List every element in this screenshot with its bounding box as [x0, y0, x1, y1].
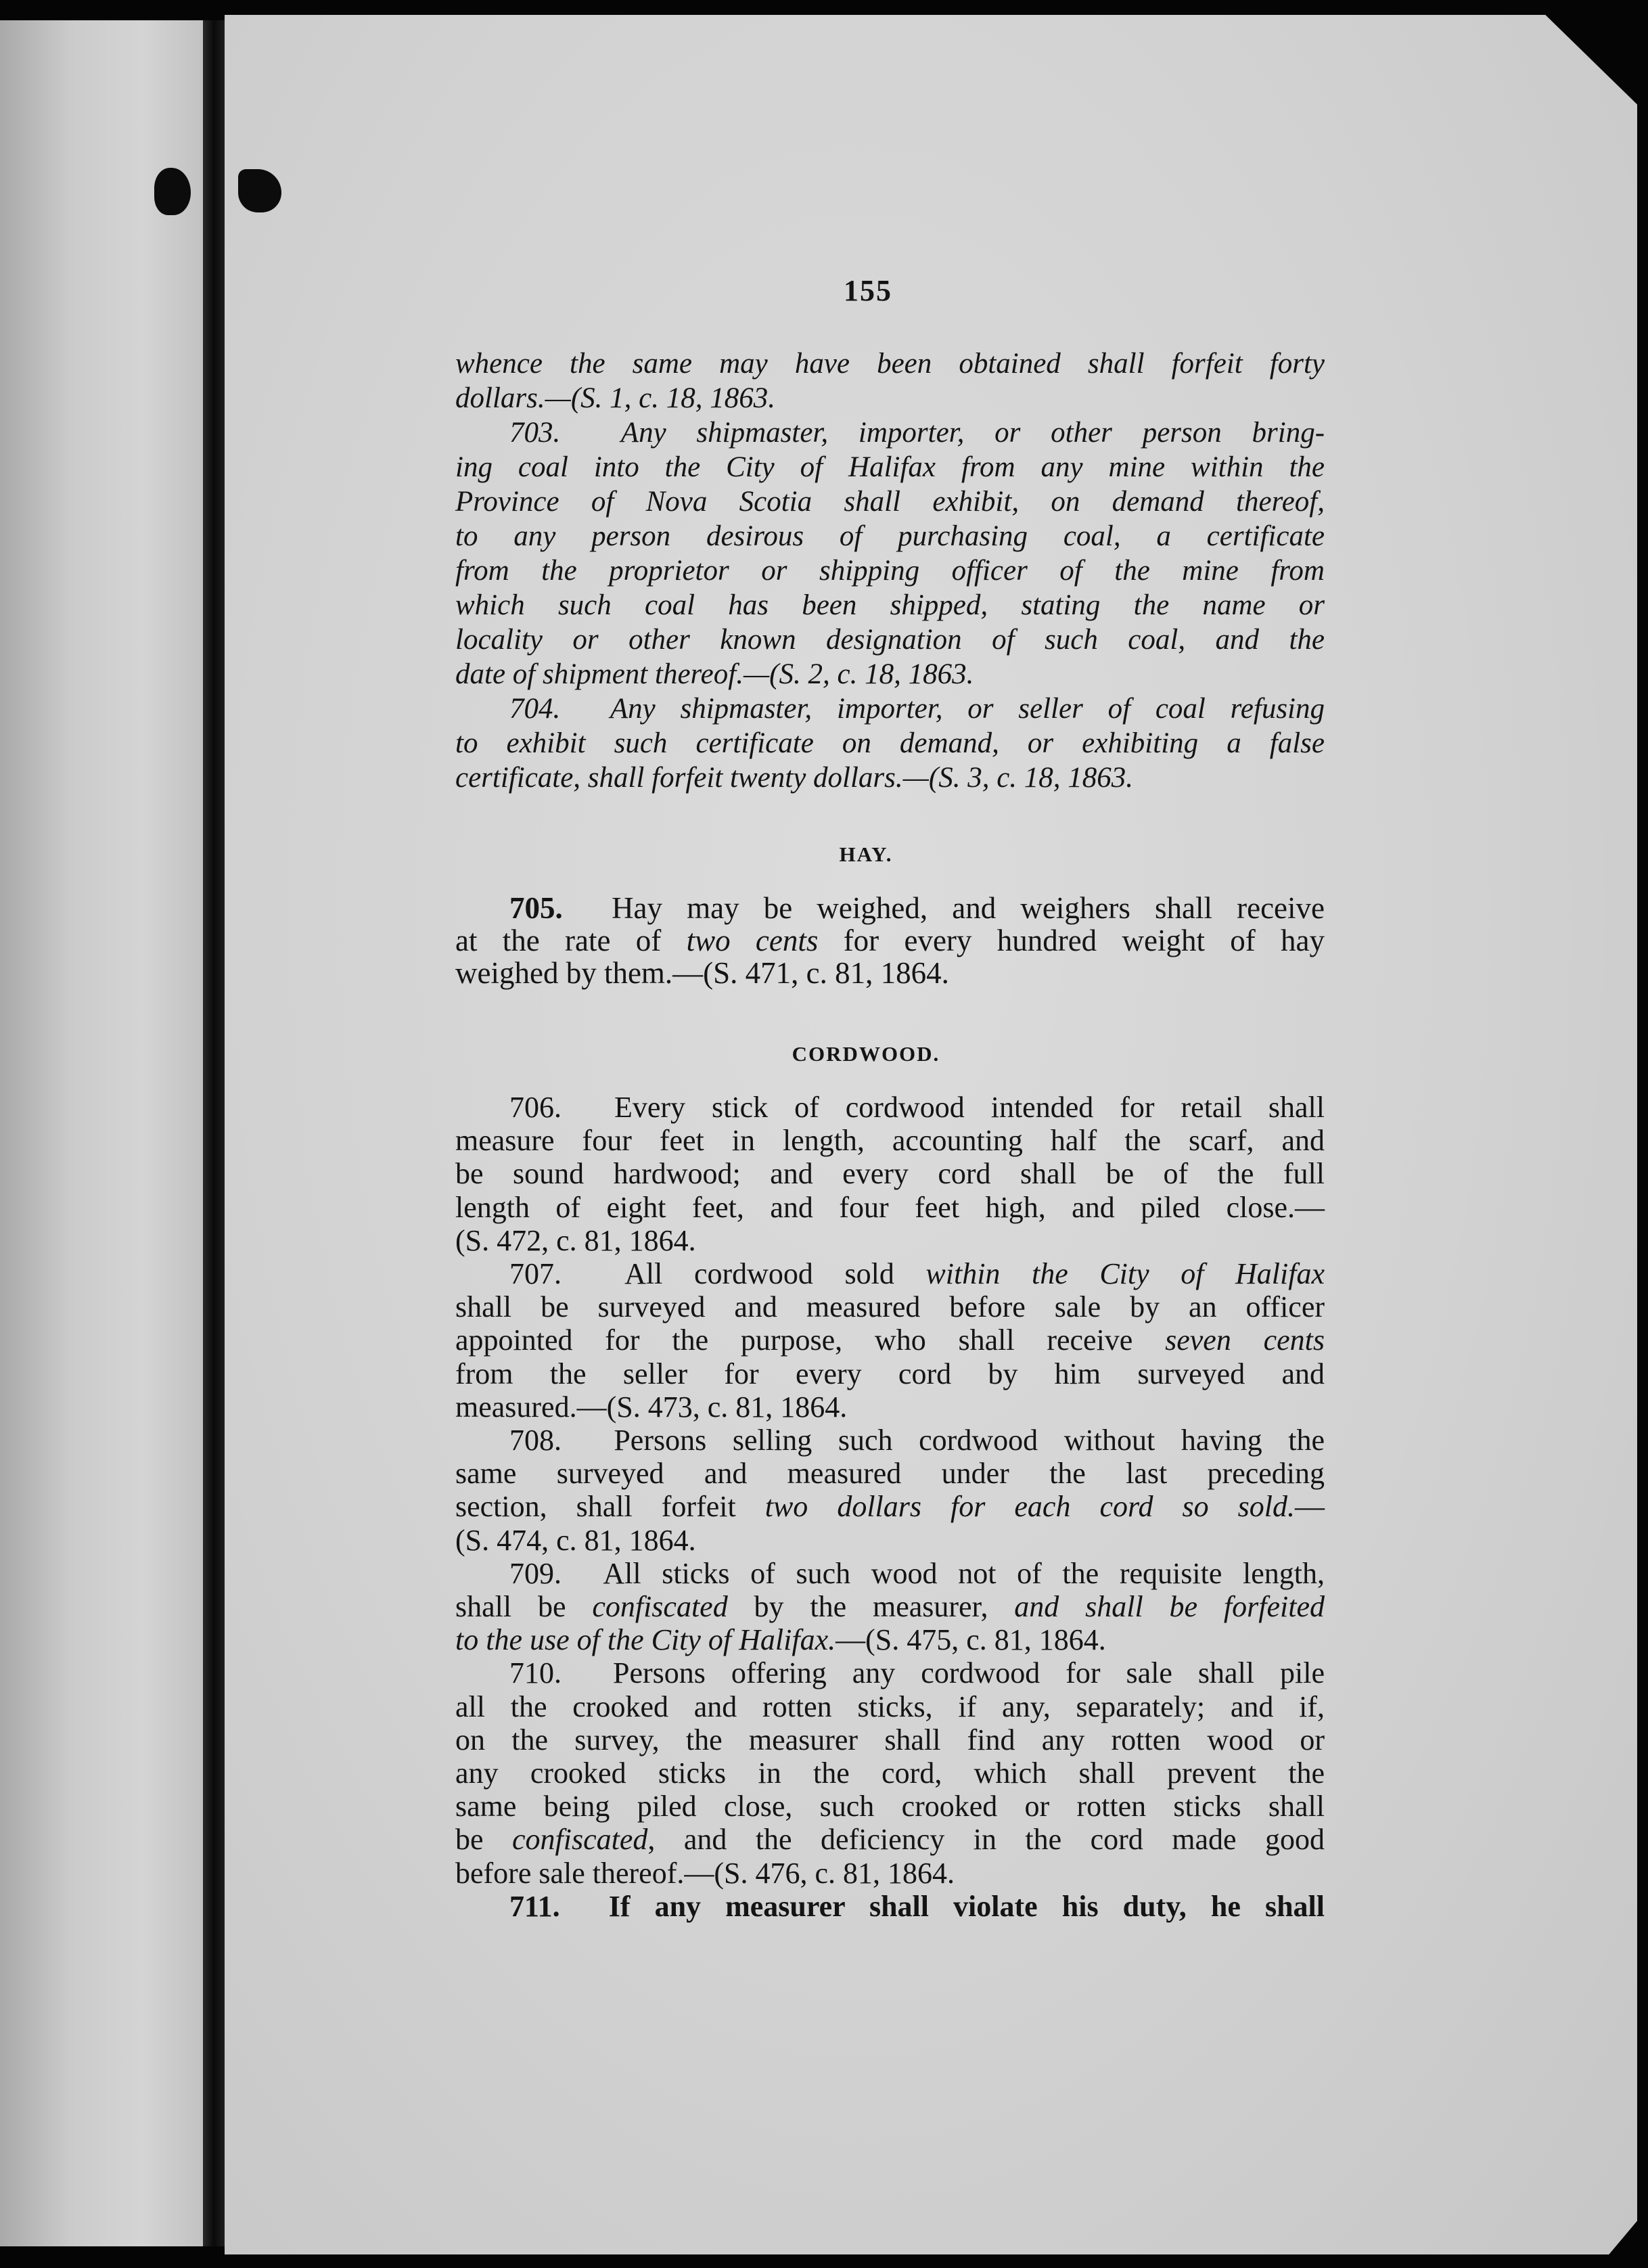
section-708-line: 708. Persons selling such cordwood without having the: [509, 1424, 1325, 1457]
section-number: 704.: [509, 693, 561, 725]
section-711-line: 711. If any measurer shall violate his duty, he shall: [509, 1889, 1325, 1923]
text-line: before sale thereof.—(S. 476, c. 81, 1864.: [455, 1856, 955, 1890]
text-line: weighed by them.—(S. 471, c. 81, 1864.: [455, 956, 949, 990]
hay-section: [455, 892, 1325, 989]
text-line: same surveyed and measured under the last preceding: [455, 1457, 1325, 1491]
text-line: to the use of the City of Halifax.—(S. 475, c. 81, 1864.: [455, 1623, 1106, 1657]
text-line: certificate, shall forfeit twenty dollars.—(S. 3, c. 18, 1863.: [455, 762, 1134, 794]
book-binding-gutter: [203, 20, 225, 2246]
text-line: be confiscated, and the deficiency in the cord made good: [455, 1823, 1325, 1857]
text-line: from the seller for every cord by him surveyed and: [455, 1357, 1325, 1390]
section-number: 703.: [509, 417, 561, 449]
section-number: 709.: [509, 1556, 562, 1590]
section-number: 708.: [509, 1424, 562, 1457]
section-707-line: 707. All cordwood sold within the City of Halifax: [509, 1257, 1325, 1291]
text-line: dollars.—(S. 1, c. 18, 1863.: [455, 382, 775, 414]
text-line: (S. 472, c. 81, 1864.: [455, 1223, 696, 1257]
text-line: same being piled close, such crooked or rotten sticks shall: [455, 1790, 1325, 1823]
section-number: 705.: [509, 891, 563, 925]
section-703-line: 703. Any shipmaster, importer, or other person bring-: [509, 417, 1325, 449]
text-line: ing coal into the City of Halifax from any mine within the: [455, 451, 1325, 483]
text-line: to exhibit such certificate on demand, or exhibiting a false: [455, 727, 1325, 759]
text-line: at the rate of two cents for every hundred weight of hay: [455, 924, 1325, 957]
text-line: any crooked sticks in the cord, which shall prevent the: [455, 1756, 1325, 1790]
text-line: measure four feet in length, accounting half the scarf, and: [455, 1124, 1325, 1158]
text-line: whence the same may have been obtained shall forfeit forty: [455, 348, 1325, 380]
previous-page-edge: [0, 20, 203, 2246]
section-710-line: 710. Persons offering any cordwood for sale shall pile: [509, 1656, 1325, 1690]
text-line: all the crooked and rotten sticks, if any, separately; and if,: [455, 1689, 1325, 1723]
section-number: 706.: [509, 1091, 562, 1124]
section-number: 710.: [509, 1656, 562, 1690]
text-line: measured.—(S. 473, c. 81, 1864.: [455, 1390, 848, 1424]
cordwood-sections: [455, 1091, 1325, 1923]
text-line: be sound hardwood; and every cord shall be of the full: [455, 1157, 1325, 1191]
section-704-line: 704. Any shipmaster, importer, or seller of coal refusing: [509, 693, 1325, 725]
section-heading-cordwood: CORDWOOD.: [792, 1042, 940, 1066]
ink-blot: [154, 168, 191, 215]
coal-sections: [455, 346, 1325, 795]
text-line: appointed for the purpose, who shall receive seven cents: [455, 1323, 1325, 1357]
text-line: length of eight feet, and four feet high, and piled close.—: [455, 1190, 1325, 1224]
text-line: shall be surveyed and measured before sale by an officer: [455, 1290, 1325, 1324]
text-line: Province of Nova Scotia shall exhibit, on demand thereof,: [455, 486, 1325, 518]
section-number: 707.: [509, 1257, 562, 1291]
text-line: date of shipment thereof.—(S. 2, c. 18, 1863.: [455, 658, 974, 690]
text-line: shall be confiscated by the measurer, and shall be forfeited: [455, 1590, 1325, 1624]
section-number: 711.: [509, 1889, 560, 1923]
text-line: from the proprietor or shipping officer of the mine from: [455, 555, 1325, 587]
page-number: 155: [844, 274, 892, 307]
text-line: which such coal has been shipped, stating the name or: [455, 589, 1325, 621]
section-705-line: 705. Hay may be weighed, and weighers shall receive: [509, 891, 1325, 925]
section-709-line: 709. All sticks of such wood not of the requisite length,: [509, 1556, 1325, 1590]
text-line: locality or other known designation of such coal, and the: [455, 624, 1325, 656]
section-heading-hay: HAY.: [839, 842, 893, 866]
text-line: section, shall forfeit two dollars for each cord so sold.—: [455, 1490, 1325, 1524]
text-line: on the survey, the measurer shall find any rotten wood or: [455, 1723, 1325, 1756]
text-line: to any person desirous of purchasing coal, a certificate: [455, 520, 1325, 552]
text-line: (S. 474, c. 81, 1864.: [455, 1523, 696, 1557]
section-706-line: 706. Every stick of cordwood intended for retail shall: [509, 1091, 1325, 1124]
